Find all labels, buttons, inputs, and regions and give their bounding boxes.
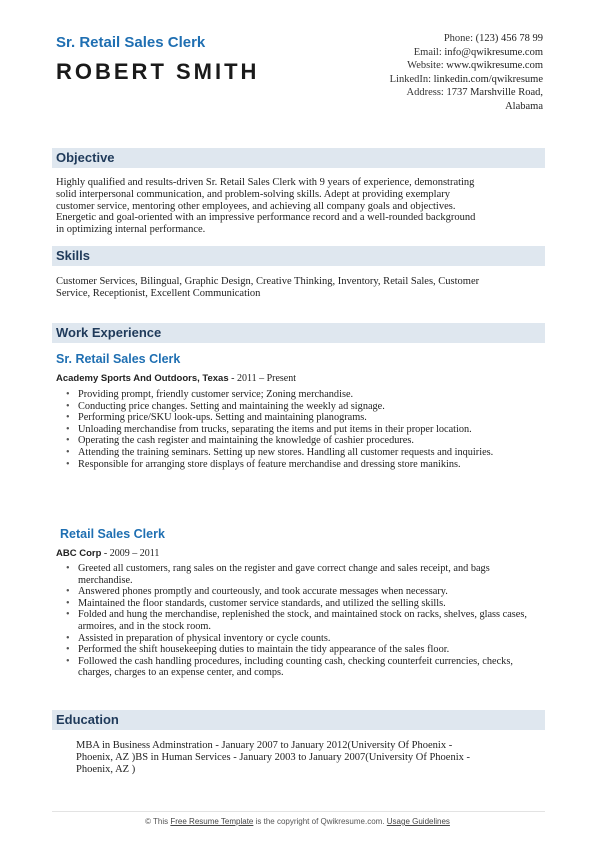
list-item: • Operating the cash register and maintaining the knowledge of cashier procedures. [64,435,542,447]
footer-divider [52,811,545,812]
phone-value: (123) 456 78 99 [475,33,543,44]
resume-header [56,34,259,85]
education-heading: Education [56,712,119,727]
footer-prefix: © This [145,817,171,826]
objective-line: Highly qualified and results-driven Sr. Retail Sales Clerk with 9 years of experience, demonstrating [56,177,475,188]
linkedin-value[interactable]: linkedin.com/qwikresume [433,73,543,85]
objective-text [56,177,546,236]
job-2-dates: - 2009 – 2011 [101,548,160,559]
skills-heading: Skills [56,248,90,263]
list-item: • Attending the training seminars. Setting up new stores. Handling all customer requests and inquiries. [64,447,542,459]
contact-phone [390,32,543,46]
objective-section-bar [52,148,545,168]
contact-address-line2: Alabama [505,100,543,112]
objective-line: Energetic and goal-oriented with an impressive performance record and a well-rounded background [56,212,476,224]
email-value[interactable]: info@qwikresume.com [444,46,543,58]
education-text [76,740,546,775]
job-1-bullets [64,389,542,470]
education-section-bar [52,710,545,730]
linkedin-label: LinkedIn: [389,73,432,85]
objective-line: in optimizing internal performance. [56,224,206,236]
website-label: Website: [407,60,444,71]
job-2-role: Retail Sales Clerk [60,527,165,541]
list-item: • Followed the cash handling procedures, including counting cash, checking counterfeit currencies, checks, charges, charges to an expense center, and comps. [64,656,542,679]
objective-heading: Objective [56,150,115,165]
list-item: • Assisted in preparation of physical inventory or cycle counts. [64,633,542,645]
education-line: MBA in Business Adminstration - January 2007 to January 2012(University Of Phoenix - [76,740,453,751]
contact-website [390,59,543,73]
job-2-company-line [56,548,159,559]
list-item: • Maintained the floor standards, customer service standards, and utilized the selling skills. [64,598,542,610]
objective-line: customer service, mentoring other employees, and achieving all company goals and objectives. [56,200,456,212]
list-item: • Folded and hung the merchandise, replenished the stock, and maintained stock on racks, shelves, glass cases, armoires, and in the stock room. [64,609,542,632]
headline-job-title: Sr. Retail Sales Clerk [56,34,206,51]
list-item: • Providing prompt, friendly customer service; Zoning merchandise. [64,389,542,401]
list-item: • Unloading merchandise from trucks, separating the items and put items in their proper location. [64,424,542,436]
job-1-company: Academy Sports And Outdoors, Texas [56,373,229,384]
contact-linkedin [390,73,543,87]
education-line: Phoenix, AZ )BS in Human Services - January 2003 to January 2007(University Of Phoenix - [76,751,470,763]
contact-block [390,32,543,113]
education-line: Phoenix, AZ ) [76,763,136,775]
list-item: • Conducting price changes. Setting and maintaining the weekly ad signage. [64,401,542,413]
list-item: • Responsible for arranging store displays of feature merchandise and dressing store manikins. [64,459,542,471]
candidate-name: ROBERT SMITH [56,59,260,84]
list-item: • Performed the shift housekeeping duties to maintain the tidy appearance of the sales floor. [64,644,542,656]
usage-guidelines-link[interactable]: Usage Guidelines [386,817,450,826]
list-item: • Performing price/SKU look-ups. Setting and maintaining planograms. [64,412,542,424]
skills-line: Customer Services, Bilingual, Graphic Design, Creative Thinking, Inventory, Retail Sales, Customer [56,276,480,287]
objective-line: solid interpersonal communication, and problem-solving skills. Adept at providing exemplary [56,188,450,200]
job-1-dates: - 2011 – Present [228,373,297,384]
job-2-company: ABC Corp [56,548,102,559]
job-1-role: Sr. Retail Sales Clerk [56,352,181,366]
footer-middle: is the copyright of Qwikresume.com. [253,817,387,826]
address-label: Address: [406,87,444,98]
list-item: • Greeted all customers, rang sales on the register and gave correct change and sales receipt, and bags merchandise. [64,563,542,586]
phone-label: Phone: [443,33,473,44]
job-2-bullets [64,563,542,679]
work-heading: Work Experience [56,325,162,340]
address-line1: 1737 Marshville Road, [446,87,543,98]
list-item: • Answered phones promptly and courteously, and took accurate messages when necessary. [64,586,542,598]
contact-address [390,86,543,100]
free-resume-template-link[interactable]: Free Resume Template [170,817,254,826]
footer [0,817,595,826]
email-label: Email: [413,46,442,58]
skills-section-bar [52,246,545,266]
website-value[interactable]: www.qwikresume.com [446,60,543,71]
skills-text [56,276,546,300]
contact-email [390,46,543,60]
job-1-company-line [56,373,296,384]
skills-line: Service, Receptionist, Excellent Communication [56,287,261,299]
